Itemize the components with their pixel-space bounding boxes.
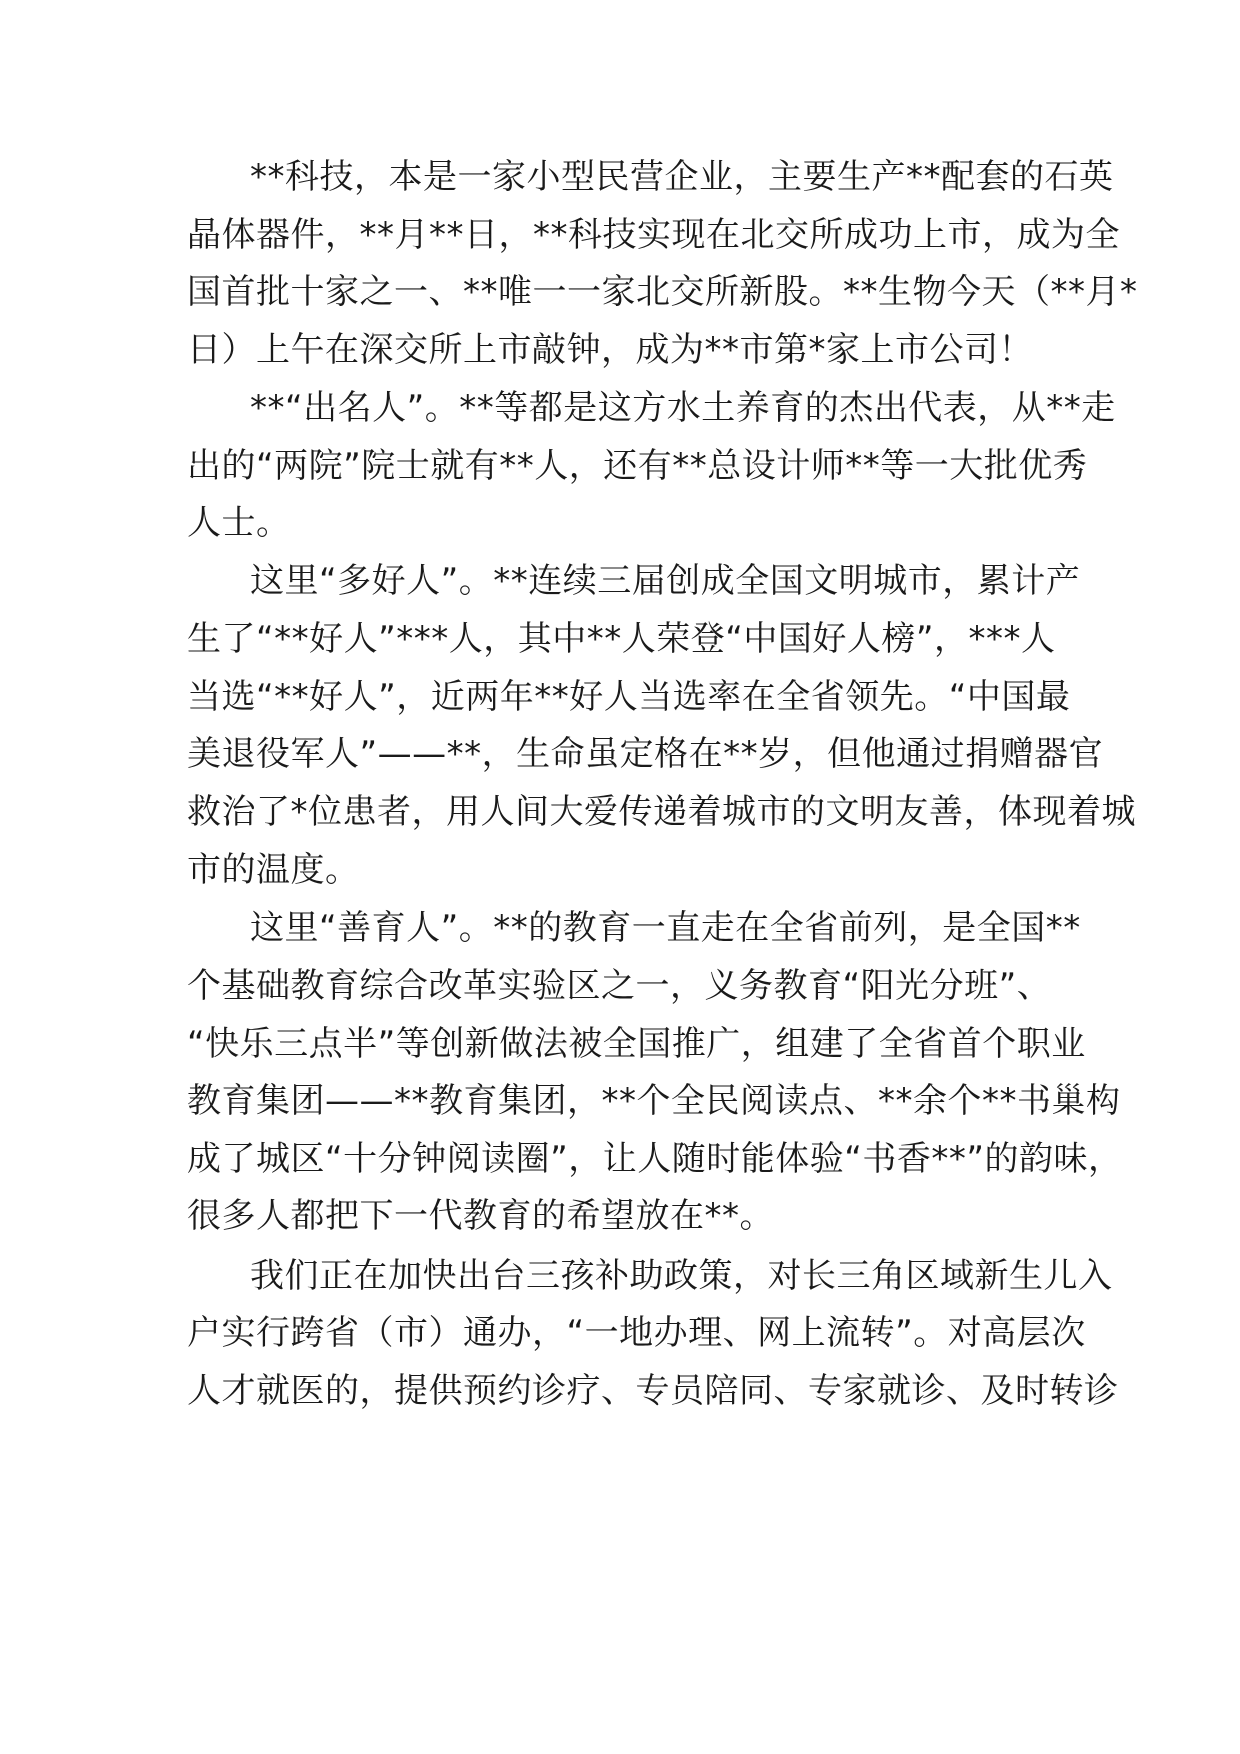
- paragraph-2-line-2: 出的“两院”院士就有**人，还有**总设计师**等一大批优秀: [187, 446, 1088, 486]
- paragraph-3-line-1: 这里“多好人”。**连续三届创成全国文明城市，累计产: [250, 561, 1081, 601]
- paragraph-4-line-5: 成了城区“十分钟阅读圈”，让人随时能体验“书香**”的韵味，: [187, 1139, 1123, 1179]
- paragraph-3-line-5: 救治了*位患者，用人间大爱传递着城市的文明友善，体现着城: [187, 792, 1136, 832]
- paragraph-2-line-1: **“出名人”。**等都是这方水土养育的杰出代表，从**走: [250, 388, 1116, 428]
- paragraph-5-line-2: 户实行跨省（市）通办，“一地办理、网上流转”。对高层次: [187, 1313, 1086, 1353]
- paragraph-4-line-6: 很多人都把下一代教育的希望放在**。: [187, 1196, 774, 1236]
- paragraph-4-line-3: “快乐三点半”等创新做法被全国推广，组建了全省首个职业: [187, 1024, 1086, 1064]
- paragraph-1-line-1: **科技，本是一家小型民营企业，主要生产**配套的石英: [250, 157, 1114, 197]
- paragraph-5-line-3: 人才就医的，提供预约诊疗、专员陪同、专家就诊、及时转诊: [187, 1371, 1119, 1411]
- paragraph-1-line-4: 日）上午在深交所上市敲钟，成为**市第*家上市公司！: [187, 330, 1033, 370]
- paragraph-4-line-1: 这里“善育人”。**的教育一直走在全省前列，是全国**: [250, 908, 1081, 948]
- paragraph-3-line-4: 美退役军人”——**，生命虽定格在**岁，但他通过捐赠器官: [187, 734, 1104, 774]
- paragraph-3-line-3: 当选“**好人”，近两年**好人当选率在全省领先。“中国最: [187, 677, 1071, 717]
- paragraph-1-line-2: 晶体器件，**月**日，**科技实现在北交所成功上市，成为全: [187, 215, 1120, 255]
- paragraph-5-line-1: 我们正在加快出台三孩补助政策，对长三角区域新生儿入: [250, 1256, 1113, 1296]
- paragraph-3-line-6: 市的温度。: [187, 850, 360, 890]
- paragraph-3-line-2: 生了“**好人”***人，其中**人荣登“中国好人榜”，***人: [187, 619, 1056, 659]
- paragraph-4-line-4: 教育集团——**教育集团，**个全民阅读点、**余个**书巢构: [187, 1081, 1121, 1121]
- paragraph-2-line-3: 人士。: [187, 503, 291, 543]
- paragraph-1-line-3: 国首批十家之一、**唯一一家北交所新股。**生物今天（**月*: [187, 272, 1138, 312]
- paragraph-4-line-2: 个基础教育综合改革实验区之一，义务教育“阳光分班”、: [187, 966, 1052, 1006]
